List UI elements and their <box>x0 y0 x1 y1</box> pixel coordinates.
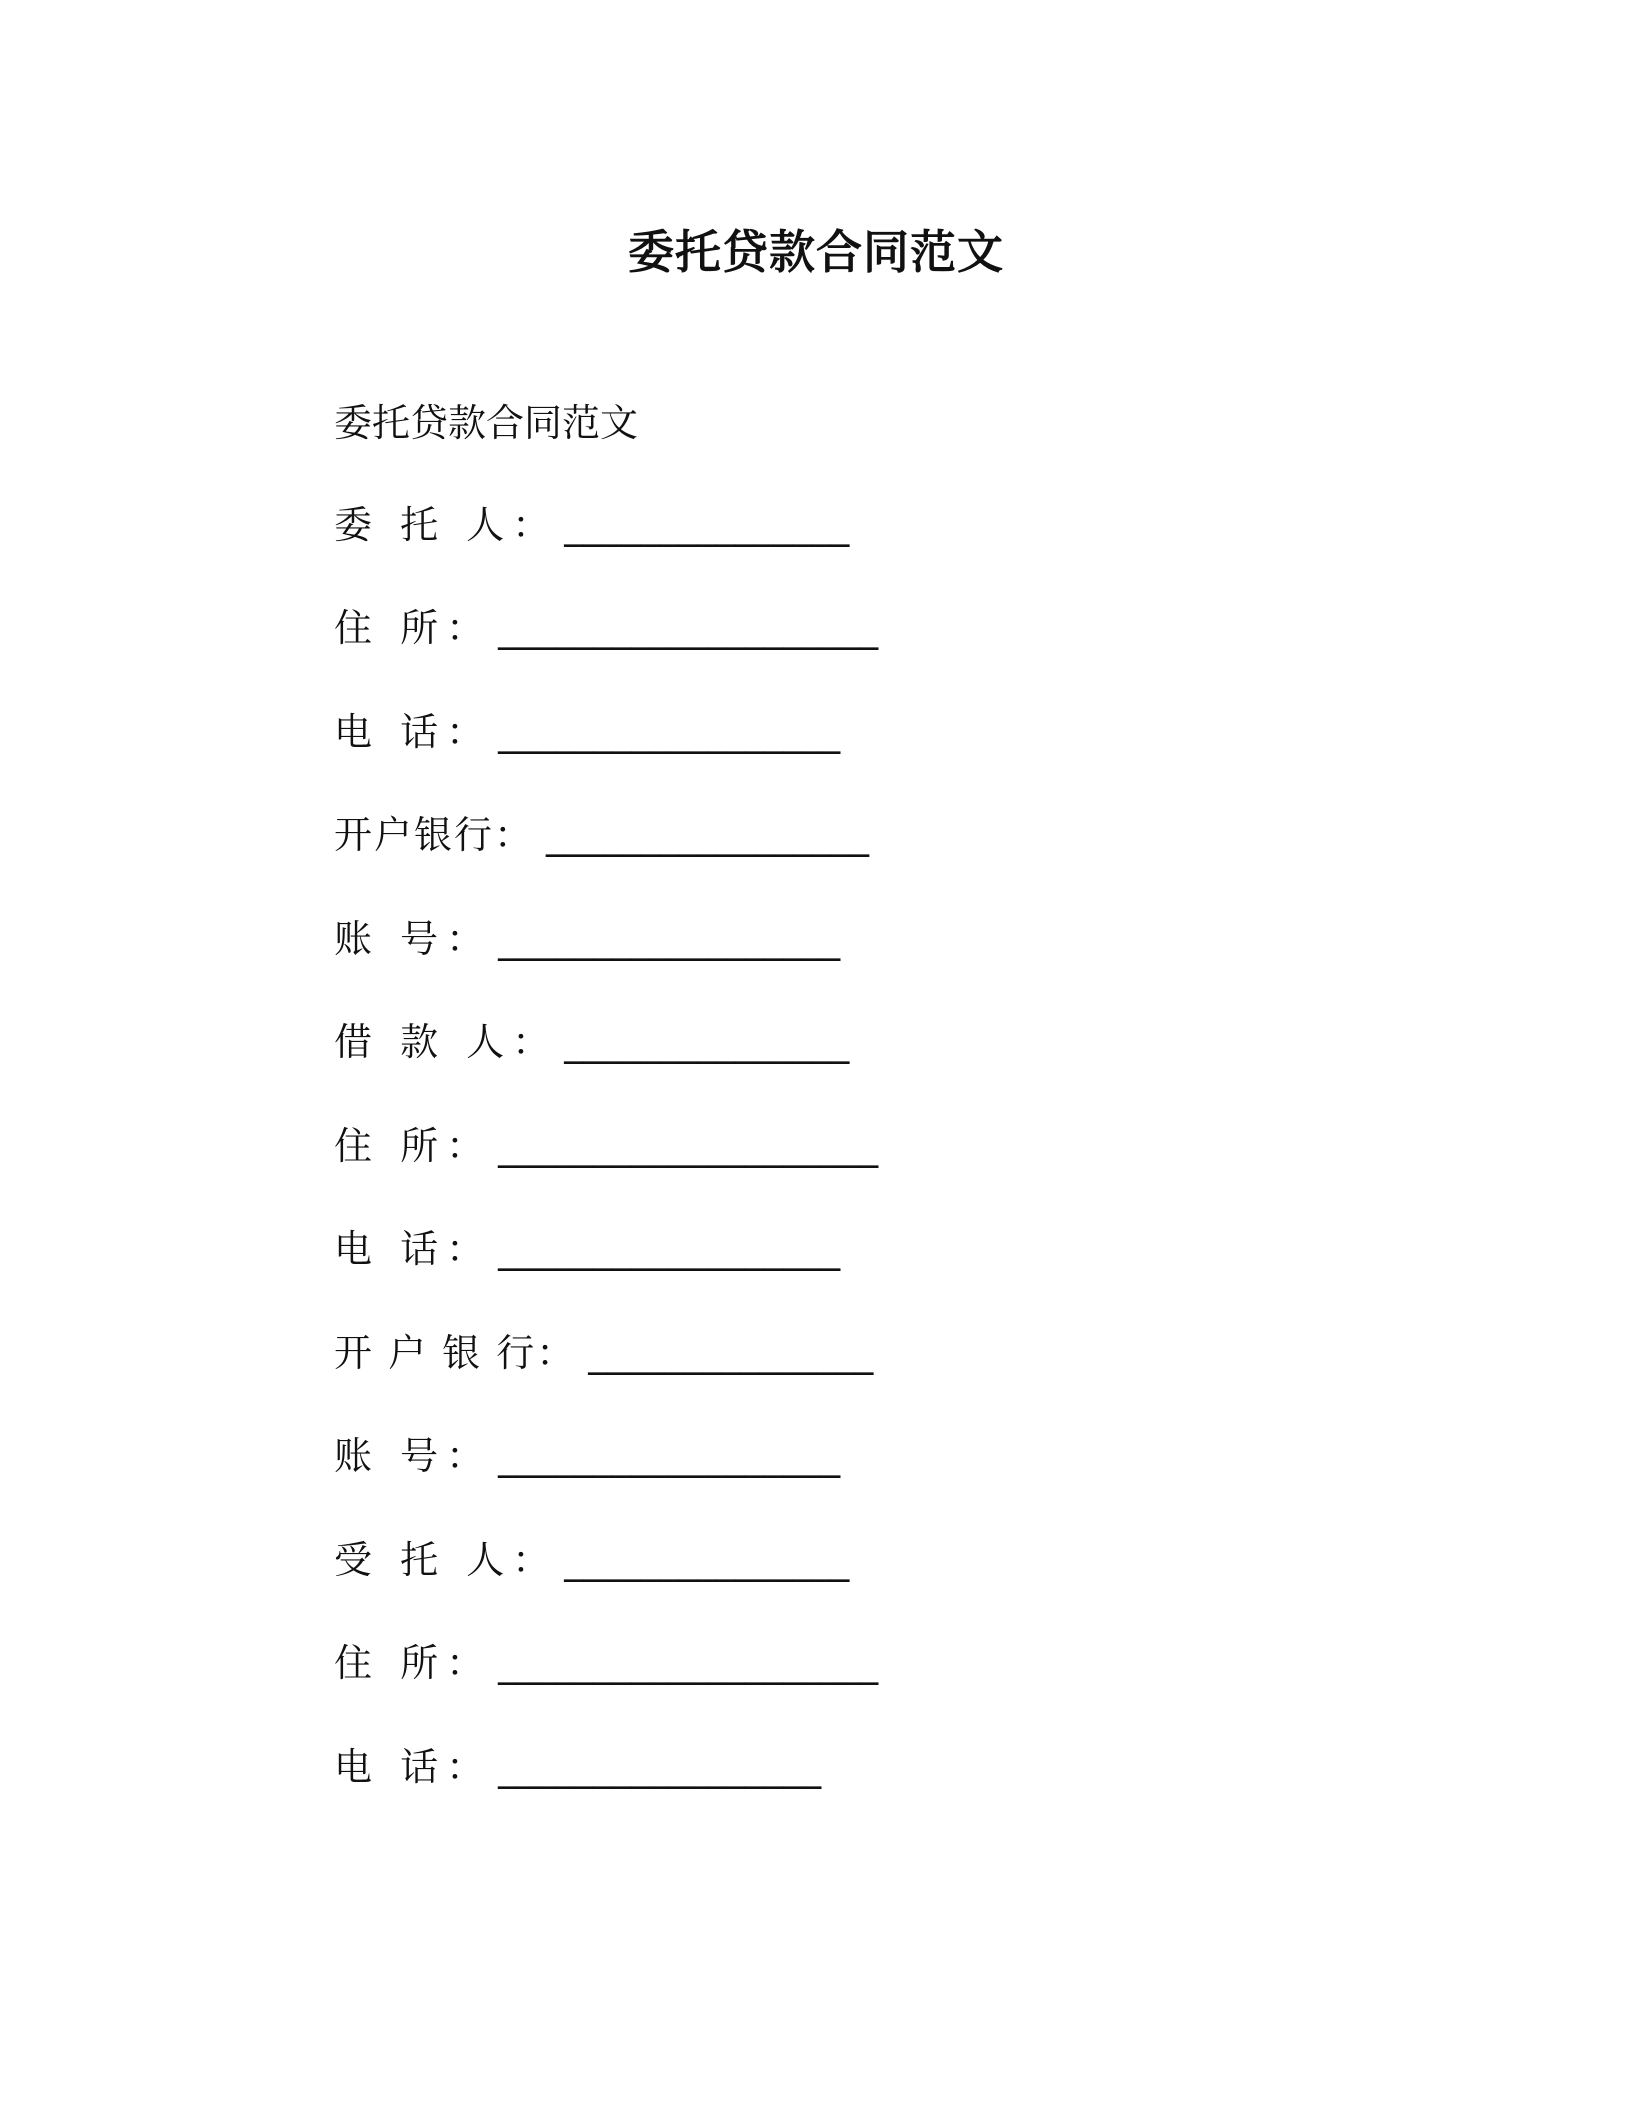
field-label: 电 话 <box>334 1745 447 1789</box>
field-label: 借 款 人 <box>334 1020 513 1064</box>
field-blank-line[interactable]: ____________________ <box>498 606 879 650</box>
field-colon: ： <box>446 1641 485 1685</box>
field-label: 住 所 <box>334 606 447 650</box>
field-colon: ： <box>446 606 485 650</box>
field-colon: ： <box>512 1020 551 1064</box>
field-blank-line[interactable]: __________________ <box>498 710 841 754</box>
field-label: 账 号 <box>334 917 447 961</box>
field-label: 开户银行 <box>334 813 495 857</box>
field-label: 委 托 人 <box>334 503 513 547</box>
field-trustee-phone <box>334 1742 821 1792</box>
field-blank-line[interactable]: _________________ <box>546 813 870 857</box>
field-blank-line[interactable]: ____________________ <box>498 1124 879 1168</box>
field-borrower-address <box>334 1121 878 1171</box>
field-label: 住 所 <box>334 1641 447 1685</box>
document-subtitle: 委托贷款合同范文 <box>334 401 639 445</box>
field-label: 受 托 人 <box>334 1538 513 1582</box>
field-entrustor-account <box>334 914 840 964</box>
field-blank-line[interactable]: _______________ <box>588 1331 874 1375</box>
field-blank-line[interactable]: __________________ <box>498 917 841 961</box>
field-entrustor-address <box>334 603 878 653</box>
field-blank-line[interactable]: _______________ <box>564 1538 850 1582</box>
field-colon: ： <box>446 917 485 961</box>
field-entrustor <box>334 500 849 550</box>
field-blank-line[interactable]: _________________ <box>498 1745 822 1789</box>
field-blank-line[interactable]: _______________ <box>564 1020 850 1064</box>
field-label: 账 号 <box>334 1434 447 1478</box>
field-borrower <box>334 1017 849 1067</box>
field-label: 开 户 银 行 <box>334 1331 537 1375</box>
field-blank-line[interactable]: ____________________ <box>498 1641 879 1685</box>
field-trustee-address <box>334 1638 878 1688</box>
field-colon: ： <box>536 1331 575 1375</box>
field-colon: ： <box>512 503 551 547</box>
field-blank-line[interactable]: _______________ <box>564 503 850 547</box>
field-borrower-account <box>334 1431 840 1481</box>
field-colon: ： <box>446 1227 485 1271</box>
field-colon: ： <box>512 1538 551 1582</box>
field-label: 电 话 <box>334 710 447 754</box>
field-label: 住 所 <box>334 1124 447 1168</box>
field-entrustor-bank <box>334 810 869 860</box>
field-blank-line[interactable]: __________________ <box>498 1227 841 1271</box>
field-colon: ： <box>446 1745 485 1789</box>
field-trustee <box>334 1535 849 1585</box>
field-colon: ： <box>446 710 485 754</box>
field-blank-line[interactable]: __________________ <box>498 1434 841 1478</box>
field-borrower-bank <box>334 1328 873 1378</box>
document-title: 委托贷款合同范文 <box>628 225 1004 279</box>
field-colon: ： <box>446 1124 485 1168</box>
field-entrustor-phone <box>334 707 840 757</box>
field-colon: ： <box>446 1434 485 1478</box>
field-label: 电 话 <box>334 1227 447 1271</box>
field-borrower-phone <box>334 1224 840 1274</box>
field-colon: ： <box>494 813 533 857</box>
